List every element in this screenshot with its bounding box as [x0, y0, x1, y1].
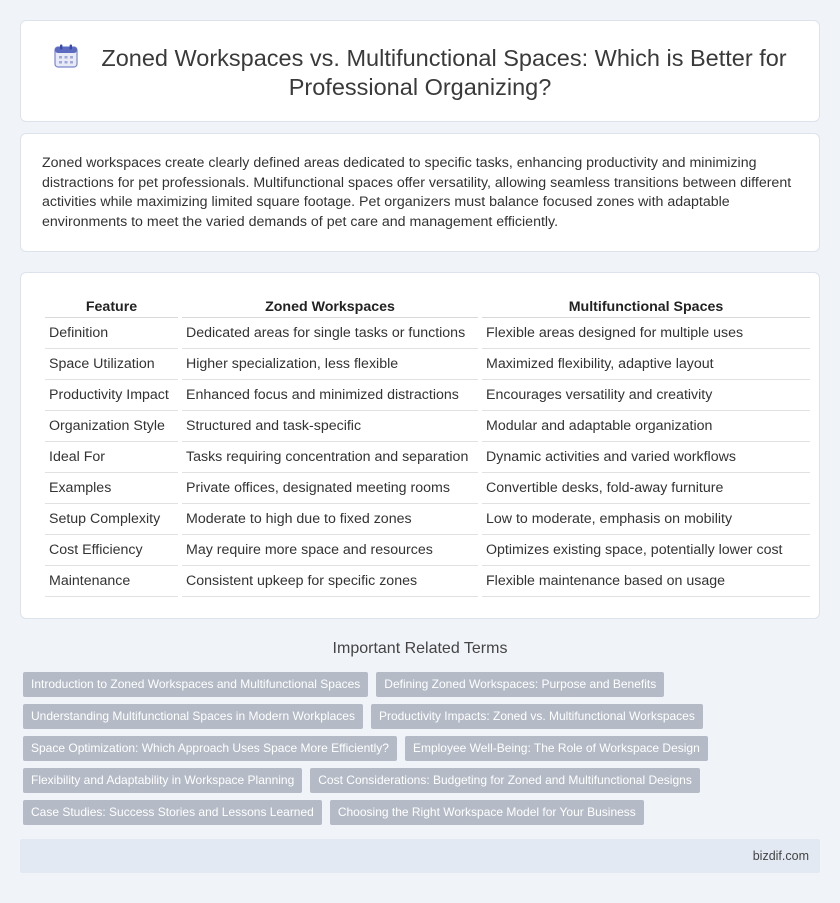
related-terms-title: Important Related Terms: [332, 640, 508, 657]
footer-site-link[interactable]: bizdif.com: [752, 849, 809, 863]
related-terms-list: [23, 672, 803, 825]
table-row: [45, 380, 810, 411]
related-term-tag[interactable]: Case Studies: Success Stories and Lessons Learned: [23, 800, 322, 825]
row-multifunctional: Maximized flexibility, adaptive layout: [482, 349, 810, 380]
row-multifunctional: Dynamic activities and varied workflows: [482, 442, 810, 473]
row-zoned: Higher specialization, less flexible: [182, 349, 478, 380]
row-feature: Cost Efficiency: [45, 535, 178, 566]
row-multifunctional: Encourages versatility and creativity: [482, 380, 810, 411]
row-zoned: Private offices, designated meeting rooms: [182, 473, 478, 504]
row-multifunctional: Flexible areas designed for multiple uses: [482, 318, 810, 349]
row-feature: Space Utilization: [45, 349, 178, 380]
page-title-text: Zoned Workspaces vs. Multifunctional Spaces: Which is Better for Professional Organizing?: [101, 45, 787, 100]
table-row: [45, 318, 810, 349]
related-term-tag[interactable]: Understanding Multifunctional Spaces in Modern Workplaces: [23, 704, 363, 729]
related-term-tag[interactable]: Choosing the Right Workspace Model for Your Business: [330, 800, 644, 825]
related-term-tag[interactable]: Productivity Impacts: Zoned vs. Multifunctional Workspaces: [371, 704, 703, 729]
row-zoned: Structured and task-specific: [182, 411, 478, 442]
related-term-tag[interactable]: Introduction to Zoned Workspaces and Multifunctional Spaces: [23, 672, 368, 697]
row-multifunctional: Convertible desks, fold-away furniture: [482, 473, 810, 504]
header-zoned: Zoned Workspaces: [182, 295, 478, 318]
table-row: [45, 442, 810, 473]
related-term-tag[interactable]: Flexibility and Adaptability in Workspace Planning: [23, 768, 302, 793]
related-term-tag[interactable]: Space Optimization: Which Approach Uses Space More Efficiently?: [23, 736, 397, 761]
header-multifunctional: Multifunctional Spaces: [482, 295, 810, 318]
table-row: [45, 349, 810, 380]
row-multifunctional: Flexible maintenance based on usage: [482, 566, 810, 597]
row-feature: Productivity Impact: [45, 380, 178, 411]
comparison-table: [41, 295, 814, 597]
row-zoned: May require more space and resources: [182, 535, 478, 566]
row-feature: Setup Complexity: [45, 504, 178, 535]
row-zoned: Consistent upkeep for specific zones: [182, 566, 478, 597]
row-feature: Examples: [45, 473, 178, 504]
row-zoned: Moderate to high due to fixed zones: [182, 504, 478, 535]
table-row: [45, 504, 810, 535]
related-term-tag[interactable]: Cost Considerations: Budgeting for Zoned and Multifunctional Designs: [310, 768, 700, 793]
row-feature: Organization Style: [45, 411, 178, 442]
footer: [20, 839, 820, 873]
calendar-icon: [53, 43, 79, 69]
row-feature: Ideal For: [45, 442, 178, 473]
row-zoned: Tasks requiring concentration and separation: [182, 442, 478, 473]
row-feature: Definition: [45, 318, 178, 349]
row-multifunctional: Optimizes existing space, potentially lower cost: [482, 535, 810, 566]
table-row: [45, 566, 810, 597]
title-card: [20, 20, 820, 122]
page-title: [21, 43, 819, 102]
table-header-row: [45, 295, 810, 318]
comparison-card: [20, 272, 820, 619]
intro-card: [20, 133, 820, 252]
table-row: [45, 411, 810, 442]
row-feature: Maintenance: [45, 566, 178, 597]
table-row: [45, 473, 810, 504]
intro-paragraph: Zoned workspaces create clearly defined areas dedicated to specific tasks, enhancing productivity and minimizing distractions for pet professionals. Multifunctional spaces offer versatility, allowing seamless transitions between different activities while maximizing limited square footage. Pet organizers must balance focused zones with adaptable environments to meet the varied demands of pet care and management efficiently.: [42, 155, 792, 230]
row-zoned: Dedicated areas for single tasks or functions: [182, 318, 478, 349]
related-term-tag[interactable]: Employee Well-Being: The Role of Workspace Design: [405, 736, 708, 761]
table-row: [45, 535, 810, 566]
row-multifunctional: Modular and adaptable organization: [482, 411, 810, 442]
row-multifunctional: Low to moderate, emphasis on mobility: [482, 504, 810, 535]
related-term-tag[interactable]: Defining Zoned Workspaces: Purpose and Benefits: [376, 672, 664, 697]
header-feature: Feature: [45, 295, 178, 318]
row-zoned: Enhanced focus and minimized distractions: [182, 380, 478, 411]
